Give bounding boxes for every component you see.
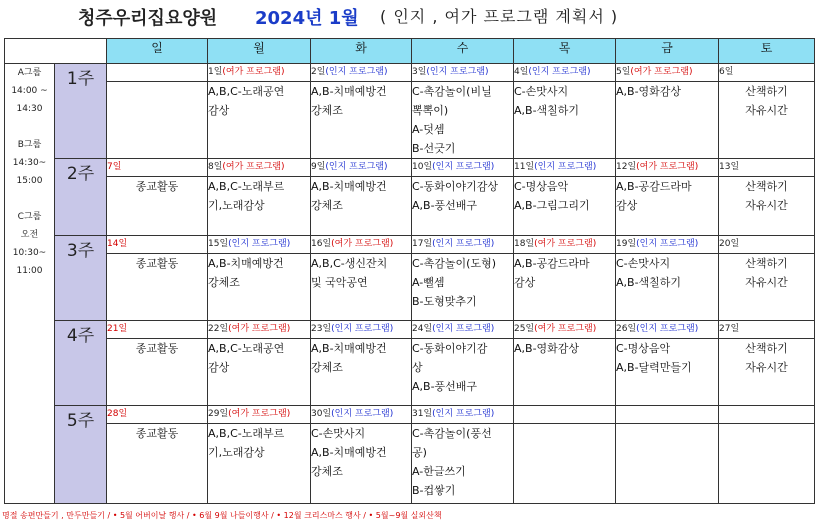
day-header: 월 [208,39,311,64]
date-number: 15일 [208,239,229,249]
date-number: 30일 [311,409,332,419]
group-schedule-line: 15:00 [16,176,43,186]
date-cell [311,321,412,339]
date-number: 12일 [616,162,637,172]
date-cell [208,321,311,339]
activity-cell [719,82,815,159]
activity-line: 강체조 [208,276,240,289]
program-type: (인지 프로그램) [331,409,394,419]
activity-line: C-동화이야기감상 [412,180,499,193]
activity-line: A,B-치매예방건 [208,257,284,270]
date-number: 9일 [311,162,326,172]
activity-line: C-촉감놀이(도형) [412,257,496,270]
date-number: 16일 [311,239,332,249]
activity-line: C-촉감놀이(풍선 [412,427,492,440]
activity-cell [514,424,616,504]
activity-line: A,B-풍선배구 [412,199,478,212]
date-number: 23일 [311,324,332,334]
activity-cell [311,254,412,321]
activity-cell [412,424,514,504]
program-type: (인지 프로그램) [228,239,291,249]
activity-line: A,B-치매예방건 [311,180,387,193]
date-number: 1일 [208,67,223,77]
activity-line: 종교활동 [135,257,179,270]
week-label: 2주 [55,159,107,236]
date-number: 7일 [107,162,122,172]
activity-line: A,B-치매예방건 [311,342,387,355]
date-cell [107,236,208,254]
activity-line: 자유시간 [745,276,788,289]
week-label: 3주 [55,236,107,321]
day-header: 금 [616,39,719,64]
activity-line: C-손맛사지 [514,85,569,98]
header-row [5,39,815,64]
date-number: 14일 [107,239,128,249]
activity-line: A,B-달력만들기 [616,361,692,374]
activity-cell [107,82,208,159]
date-number: 20일 [719,239,740,249]
activity-cell [107,254,208,321]
program-type: (인지 프로그램) [432,409,495,419]
activity-line: 강체조 [311,361,343,374]
date-cell [616,159,719,177]
activity-line: 상 [412,361,423,374]
week-date-row [5,236,815,254]
date-cell [107,321,208,339]
activity-line: 종교활동 [135,342,179,355]
activity-line: B-컵쌓기 [412,484,456,497]
date-number: 17일 [412,239,433,249]
activity-line: A,B,C-노래부르 [208,427,285,440]
date-number: 6일 [719,67,734,77]
activity-line: A,B-치매예방건 [311,85,387,98]
activity-cell [719,177,815,236]
date-number: 4일 [514,67,529,77]
activity-cell [514,339,616,406]
date-number: 25일 [514,324,535,334]
activity-cell [208,339,311,406]
activity-line: 종교활동 [135,180,179,193]
activity-line: C-촉감놀이(비닐 [412,85,492,98]
date-number: 29일 [208,409,229,419]
activity-line: A,B,C-노래공연 [208,85,285,98]
date-cell [107,406,208,424]
week-date-row [5,64,815,82]
program-type: (인지 프로그램) [636,324,699,334]
week-label: 4주 [55,321,107,406]
date-number: 8일 [208,162,223,172]
week-content-row [5,254,815,321]
activity-line: 산책하기 [745,257,788,270]
activity-line: 산책하기 [745,85,788,98]
day-header: 토 [719,39,815,64]
activity-line: A,B-색칠하기 [514,104,580,117]
activity-line: A,B,C-노래공연 [208,342,285,355]
activity-line: B-도형맞추기 [412,295,477,308]
week-content-row [5,177,815,236]
activity-cell [208,177,311,236]
date-cell [412,406,514,424]
date-cell [208,159,311,177]
schedule-subtitle: ( 인지 , 여가 프로그램 계획서 ) [380,7,619,26]
activity-line: A,B-영화감상 [616,85,682,98]
activity-line: 강체조 [311,465,343,478]
date-cell [514,159,616,177]
activity-cell [208,82,311,159]
group-schedule-line: 14:30 [16,104,43,114]
date-number: 21일 [107,324,128,334]
date-number: 26일 [616,324,637,334]
facility-name: 청주우리집요양원 [78,8,218,29]
program-type: (인지 프로그램) [432,239,495,249]
activity-line: A,B-그림그리기 [514,199,590,212]
program-calendar [4,38,815,504]
date-cell [514,64,616,82]
activity-cell [107,177,208,236]
date-cell [208,64,311,82]
date-number: 18일 [514,239,535,249]
date-cell [514,321,616,339]
header-corner [5,39,107,64]
activity-cell [412,82,514,159]
activity-line: 및 국악공연 [311,276,368,289]
activity-line: 강체조 [311,199,343,212]
program-type: (인지 프로그램) [325,67,388,77]
date-number: 22일 [208,324,229,334]
date-number: 27일 [719,324,740,334]
activity-line: 공) [412,446,427,459]
date-number: 2일 [311,67,326,77]
week-content-row [5,82,815,159]
activity-cell [107,424,208,504]
activity-cell [719,424,815,504]
week-content-row [5,339,815,406]
date-cell [412,64,514,82]
activity-line: A,B-색칠하기 [616,276,682,289]
activity-line: 강체조 [311,104,343,117]
date-number: 28일 [107,409,128,419]
activity-line: 감상 [514,276,536,289]
activity-line: A,B,C-노래부르 [208,180,285,193]
group-schedule-line: B그룹 [17,140,42,150]
group-schedule-line [5,118,54,136]
date-cell [616,64,719,82]
group-schedule-line: 10:30~ [12,248,47,258]
date-cell [107,64,208,82]
activity-cell [719,254,815,321]
activity-cell [616,82,719,159]
activity-line: 종교활동 [135,427,179,440]
date-cell [311,236,412,254]
activity-cell [107,339,208,406]
activity-cell [616,424,719,504]
activity-cell [616,177,719,236]
activity-line: A-뺄셈 [412,276,445,289]
activity-cell [311,82,412,159]
date-number: 13일 [719,162,740,172]
group-schedule-line [5,190,54,208]
date-number: 5일 [616,67,631,77]
program-type: (여가 프로그램) [630,67,693,77]
date-cell [311,159,412,177]
activity-line: 자유시간 [745,199,788,212]
activity-cell [514,82,616,159]
activity-line: C-손맛사지 [616,257,671,270]
activity-line: A,B-치매예방건 [311,446,387,459]
week-label: 5주 [55,406,107,504]
date-cell [616,321,719,339]
activity-cell [311,339,412,406]
program-type: (인지 프로그램) [426,67,489,77]
activity-cell [412,339,514,406]
date-number: 19일 [616,239,637,249]
date-cell [719,236,815,254]
date-cell [616,406,719,424]
activity-cell [514,177,616,236]
activity-line: 기,노래감상 [208,199,265,212]
activity-cell [616,254,719,321]
annual-events-note: 명절 송편만들기 , 만두만들기 / • 5월 어버이날 행사 / • 6월 9월 나들이행사 / • 12월 크리스마스 행사 / • 5월~9월 실외산책 [2,511,442,520]
date-number: 3일 [412,67,427,77]
group-schedule-line: 오전 [20,230,39,240]
program-type: (인지 프로그램) [534,162,597,172]
activity-line: 자유시간 [745,361,788,374]
activity-line: 뽁뽁이) [412,104,449,117]
activity-line: A,B-풍선배구 [412,380,478,393]
activity-line: 기,노래감상 [208,446,265,459]
program-type: (인지 프로그램) [432,324,495,334]
date-number: 11일 [514,162,535,172]
date-cell [311,406,412,424]
schedule-month: 2024년 1월 [255,8,359,29]
activity-line: 산책하기 [745,342,788,355]
program-type: (여가 프로그램) [222,67,285,77]
date-cell [208,236,311,254]
activity-cell [311,177,412,236]
activity-line: C-명상음악 [616,342,671,355]
group-schedule-line: A그룹 [17,68,42,78]
activity-line: C-동화이야기감 [412,342,488,355]
day-header: 목 [514,39,616,64]
week-label: 1주 [55,64,107,159]
date-number: 10일 [412,162,433,172]
date-cell [107,159,208,177]
program-type: (여가 프로그램) [636,162,699,172]
program-type: (여가 프로그램) [534,239,597,249]
date-cell [514,236,616,254]
activity-cell [412,254,514,321]
program-type: (여가 프로그램) [228,409,291,419]
activity-cell [208,424,311,504]
activity-line: A-덧셈 [412,123,445,136]
program-type: (인지 프로그램) [636,239,699,249]
program-type: (여가 프로그램) [222,162,285,172]
activity-line: A,B-공감드라마 [514,257,590,270]
group-schedule-line: 14:30~ [12,158,47,168]
program-type: (인지 프로그램) [331,324,394,334]
activity-cell [719,339,815,406]
date-cell [719,64,815,82]
program-type: (여가 프로그램) [534,324,597,334]
program-type: (인지 프로그램) [325,162,388,172]
activity-line: 감상 [616,199,638,212]
activity-line: C-손맛사지 [311,427,366,440]
week-date-row [5,406,815,424]
date-cell [514,406,616,424]
group-schedule-line: C그룹 [17,212,42,222]
date-cell [719,321,815,339]
activity-cell [616,339,719,406]
day-header: 일 [107,39,208,64]
activity-line: A,B,C-생신잔치 [311,257,388,270]
activity-cell [514,254,616,321]
group-schedule-line: 11:00 [16,266,43,276]
date-cell [719,159,815,177]
activity-cell [208,254,311,321]
day-header: 화 [311,39,412,64]
date-number: 24일 [412,324,433,334]
week-date-row [5,321,815,339]
date-cell [412,321,514,339]
date-cell [311,64,412,82]
activity-line: 자유시간 [745,104,788,117]
week-date-row [5,159,815,177]
activity-cell [311,424,412,504]
activity-line: C-명상음악 [514,180,569,193]
program-type: (인지 프로그램) [432,162,495,172]
date-cell [719,406,815,424]
activity-line: A-한글쓰기 [412,465,466,478]
date-cell [208,406,311,424]
program-type: (인지 프로그램) [528,67,591,77]
day-header: 수 [412,39,514,64]
date-cell [412,159,514,177]
activity-line: 감상 [208,104,230,117]
date-cell [616,236,719,254]
activity-line: A,B-공감드라마 [616,180,692,193]
activity-line: B-선긋기 [412,142,456,155]
activity-cell [412,177,514,236]
week-content-row [5,424,815,504]
group-schedule-line: 14:00 ~ [11,86,48,96]
program-type: (여가 프로그램) [228,324,291,334]
activity-line: 감상 [208,361,230,374]
page-title [0,4,820,32]
date-cell [412,236,514,254]
group-schedule [5,64,55,504]
activity-line: A,B-영화감상 [514,342,580,355]
program-type: (여가 프로그램) [331,239,394,249]
activity-line: 산책하기 [745,180,788,193]
date-number: 31일 [412,409,433,419]
